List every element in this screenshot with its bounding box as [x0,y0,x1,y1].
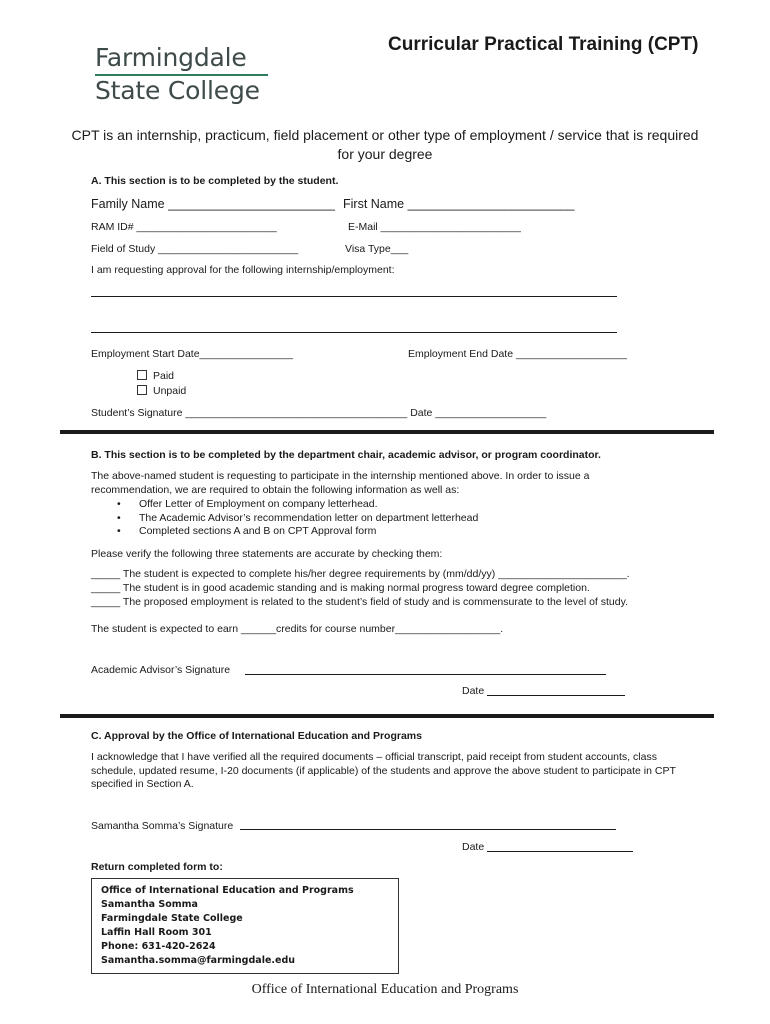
statement-3[interactable]: _____ The proposed employment is related to the student’s field of study and is commensurate to the level of study. [91,596,628,608]
field-of-study-field[interactable]: Field of Study ________________________ [91,243,299,255]
request-line-2[interactable] [91,332,617,333]
somma-signature-line[interactable] [240,829,616,830]
first-name-field[interactable]: First Name ________________________ [343,197,575,211]
logo-line-2: State College [95,76,260,105]
logo-line-1: Farmingdale [95,43,247,72]
paid-option[interactable] [137,370,174,384]
contact-box [91,878,399,974]
paid-label: Paid [153,370,175,382]
request-label: I am requesting approval for the following internship/employment: [91,264,395,276]
family-name-field[interactable]: Family Name ________________________ [91,197,335,211]
somma-date-line[interactable] [487,851,633,852]
credits-field[interactable]: The student is expected to earn ______credits for course number__________________. [91,623,504,635]
request-line-1[interactable] [91,296,617,297]
statement-2[interactable]: _____ The student is in good academic standing and is making normal progress toward degree completion. [91,582,590,594]
paid-checkbox[interactable] [137,370,147,380]
college-logo [95,44,268,105]
page-footer: Office of International Education and Programs [251,982,519,997]
visa-type-field[interactable]: Visa Type___ [345,243,409,255]
advisor-date-label: Date [462,685,485,697]
list-item: • Completed sections A and B on CPT Approval form [139,525,478,539]
requirements-list [91,498,478,539]
start-date-field[interactable]: Employment Start Date________________ [91,348,293,360]
advisor-signature-line[interactable] [245,674,606,675]
email-field[interactable]: E-Mail ________________________ [348,221,521,233]
ram-id-field[interactable]: RAM ID# ________________________ [91,221,277,233]
statement-1[interactable]: _____ The student is expected to complete his/her degree requirements by (mm/dd/yy) ______________________. [91,568,630,580]
section-b-heading: B. This section is to be completed by the department chair, academic advisor, or program coordinator. [91,449,601,461]
intro-text: CPT is an internship, practicum, field placement or other type of employment / service that is required for your degree [71,127,699,162]
student-signature-field[interactable]: Student’s Signature ______________________________________ Date ___________________ [91,407,547,419]
list-item: • The Academic Advisor’s recommendation letter on department letterhead [139,512,478,526]
unpaid-label: Unpaid [153,385,187,397]
section-c-heading: C. Approval by the Office of International Education and Programs [91,730,422,742]
section-a-heading: A. This section is to be completed by the student. [91,175,339,187]
contact-line: Office of International Education and Programs [101,885,354,896]
section-b-paragraph: The above-named student is requesting to participate in the internship mentioned above. In order to issue a recommendation, we are required to obtain the following information as well as: [91,470,590,496]
somma-date-label: Date [462,841,485,853]
return-label: Return completed form to: [91,861,223,873]
form-title: Curricular Practical Training (CPT) [388,34,699,55]
contact-line: Farmingdale State College [101,913,243,924]
end-date-field[interactable]: Employment End Date ___________________ [408,348,627,360]
contact-email[interactable]: Samantha.somma@farmingdale.edu [101,955,296,966]
section-divider-1 [60,430,714,434]
list-item: • Offer Letter of Employment on company letterhead. [139,498,478,512]
section-divider-2 [60,714,714,718]
advisor-date-line[interactable] [487,695,625,696]
unpaid-option[interactable] [137,385,186,399]
contact-info [92,879,398,968]
contact-line: Phone: 631-420-2624 [101,941,216,952]
advisor-signature-label: Academic Advisor’s Signature [91,664,231,676]
contact-line: Samantha Somma [101,899,198,910]
verify-label: Please verify the following three statements are accurate by checking them: [91,548,443,560]
unpaid-checkbox[interactable] [137,385,147,395]
contact-line: Laffin Hall Room 301 [101,927,212,938]
section-c-paragraph: I acknowledge that I have verified all the required documents – official transcript, paid receipt from student accounts, class schedule, updated resume, I-20 documents (if applicable) of the students and approve the above student to participate in CPT specified in Section A. [91,751,676,790]
somma-signature-label: Samantha Somma’s Signature [91,820,234,832]
